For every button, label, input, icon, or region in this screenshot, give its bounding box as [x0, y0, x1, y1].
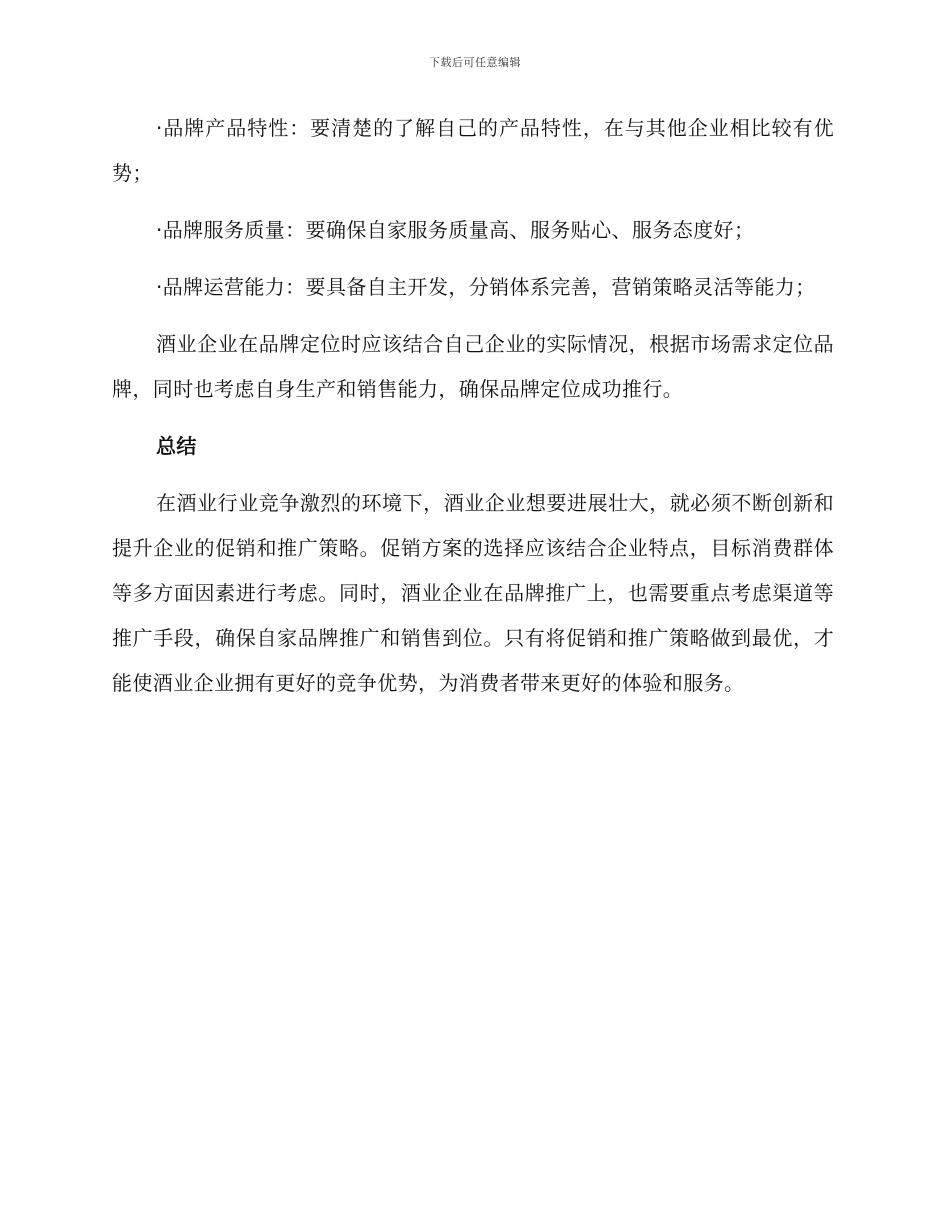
brand-positioning-paragraph: 酒业企业在品牌定位时应该结合自己企业的实际情况，根据市场需求定位品牌，同时也考虑自身生产和销售能力，确保品牌定位成功推行。 — [112, 332, 834, 401]
page-header: 下载后可任意编辑 — [429, 56, 521, 69]
bullet-product-features: ·品牌产品特性：要清楚的了解自己的产品特性，在与其他企业相比较有优势； — [112, 116, 834, 185]
bullet-service-quality: ·品牌服务质量：要确保自家服务质量高、服务贴心、服务态度好； — [156, 218, 755, 242]
bullet-operation-capability: ·品牌运营能力：要具备自主开发，分销体系完善，营销策略灵活等能力； — [156, 275, 816, 299]
summary-heading: 总结 — [156, 434, 197, 458]
document-body — [112, 106, 834, 706]
summary-paragraph: 在酒业行业竞争激烈的环境下，酒业企业想要进展壮大，就必须不断创新和提升企业的促销和推广策略。促销方案的选择应该结合企业特点，目标消费群体等多方面因素进行考虑。同时，酒业企业在品牌推广上，也需要重点考虑渠道等推广手段，确保自家品牌推广和销售到位。只有将促销和推广策略做到最优，才能使酒业企业拥有更好的竞争优势，为消费者带来更好的体验和服务。 — [112, 491, 834, 695]
